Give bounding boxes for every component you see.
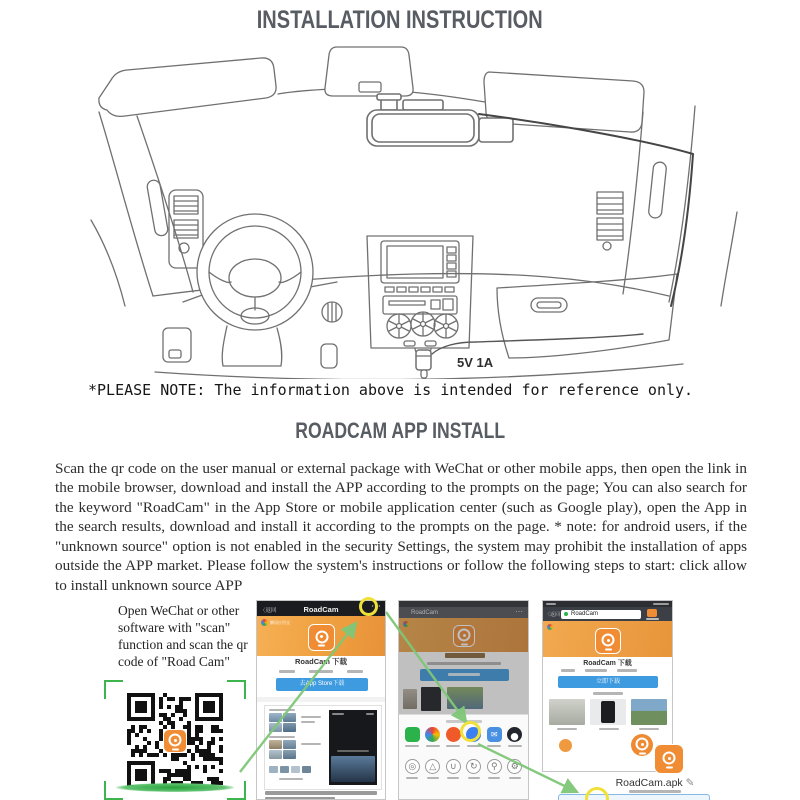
placeholder-text-line	[265, 791, 377, 795]
steering-wheel	[197, 214, 313, 366]
divider	[257, 697, 385, 702]
orange-app-icon	[446, 727, 461, 742]
floating-button-large	[631, 734, 653, 756]
page-title-roadcam: RoadCam	[303, 604, 339, 614]
car-drawing-svg	[85, 44, 745, 379]
app-name-line: RoadCam 下载	[583, 660, 632, 667]
camera-icon	[602, 633, 615, 646]
power-cable	[479, 114, 693, 306]
qr-frame-corner	[227, 680, 246, 699]
download-now-button: 立即下载	[558, 676, 658, 688]
highlight-ring-more	[359, 597, 378, 616]
placeholder-bar	[309, 670, 333, 673]
search-value: RoadCam	[571, 611, 599, 617]
screenshot-thumb	[631, 699, 667, 725]
page-title: INSTALLATION INSTRUCTION	[257, 6, 543, 34]
placeholder-bar	[279, 670, 295, 673]
page-title-roadcam: RoadCam	[411, 609, 439, 616]
phone-screenshot-share-sheet	[398, 600, 529, 800]
appstore-icon	[405, 727, 420, 742]
camera-icon	[315, 630, 328, 643]
roadcam-app-icon	[163, 729, 187, 753]
back-button: 〈返回	[545, 612, 561, 618]
qr-frame-corner	[227, 781, 246, 800]
reference-note: *PLEASE NOTE: The information above is intended for reference only.	[88, 381, 694, 399]
screenshot-thumb	[549, 699, 585, 725]
store-logo-text: 腾讯应用宝	[270, 620, 290, 625]
moments-icon: ◎	[405, 759, 420, 774]
store-logo-icon	[261, 619, 268, 626]
app-detail-panel	[264, 705, 382, 790]
qr-frame-corner	[104, 680, 123, 699]
charger-spec-label: 5V 1A	[457, 355, 494, 370]
roadcam-app-icon	[595, 628, 621, 654]
site-icon	[564, 612, 568, 616]
share-row-2-labels	[402, 777, 525, 779]
placeholder-bar	[347, 670, 363, 673]
mail-icon: ✉	[487, 727, 502, 742]
settings-icon: ⚙	[507, 759, 522, 774]
back-button: 〈返回	[260, 607, 277, 614]
center-console	[367, 236, 473, 348]
appstore-download-button: 去App Store下载	[276, 678, 368, 691]
refresh-icon: ↻	[466, 759, 481, 774]
qr-code-block	[104, 680, 246, 800]
install-instructions-paragraph: Scan the qr code on the user manual or external package with WeChat or other mobile apps, then open the link in the mobile browser, download and install the APP according to the prompts on the page; You can also search for the keyword "RoadCam" in the App Store or mobile application center (such as Google play), open the App in the search results, download and install it according to the prompts on the page. * note: for android users, if the "unknown source" option is not enabled in the security Settings, the system may prohibit the installation of apps outside the APP market. Please follow the system's instructions or follow the following steps to start: click allow to install unknown source APP	[55, 460, 747, 594]
search-field	[561, 610, 641, 619]
apk-filename: RoadCam.apk ✎	[615, 777, 695, 789]
browser-toolbar	[543, 607, 672, 621]
report-icon: △	[425, 759, 440, 774]
screenshot-thumb	[590, 699, 626, 725]
qr-shadow	[116, 783, 234, 792]
qq-icon	[507, 727, 522, 742]
scan-step-caption: Open WeChat or other software with "scan" function and scan the qr code of "Road Cam"	[118, 603, 248, 669]
roadcam-apk-icon	[654, 744, 684, 774]
share-row-2	[402, 759, 525, 774]
car-interior-illustration	[85, 44, 745, 379]
store-logo-icon	[547, 624, 553, 630]
camera-icon	[636, 737, 649, 750]
search-icon: ⚲	[487, 759, 502, 774]
floating-button-small	[559, 739, 572, 752]
camera-icon	[663, 751, 676, 764]
copy-link-icon: ∪	[446, 759, 461, 774]
ac-vents	[387, 312, 458, 338]
highlight-ring-share-icon	[460, 721, 481, 742]
phone-screenshot-wechat	[256, 600, 386, 800]
roadcam-app-icon	[308, 624, 335, 651]
browser-icon	[425, 727, 440, 742]
apk-version-bar	[629, 790, 681, 793]
more-icon: ⋯	[371, 601, 380, 612]
browser-menu-icon	[647, 609, 657, 617]
app-name-line: RoadCam 下载	[294, 657, 348, 666]
section-title: ROADCAM APP INSTALL	[295, 418, 505, 443]
qr-frame-corner	[104, 781, 123, 800]
more-icon: ⋯	[515, 607, 523, 616]
edit-icon: ✎	[685, 777, 695, 789]
continue-install-button	[558, 794, 710, 800]
camera-icon	[169, 733, 182, 746]
phone-screenshot-browser	[542, 600, 673, 772]
dimmed-page	[399, 601, 528, 714]
share-row-1-labels	[402, 745, 525, 747]
camera-preview-thumb	[329, 710, 377, 785]
